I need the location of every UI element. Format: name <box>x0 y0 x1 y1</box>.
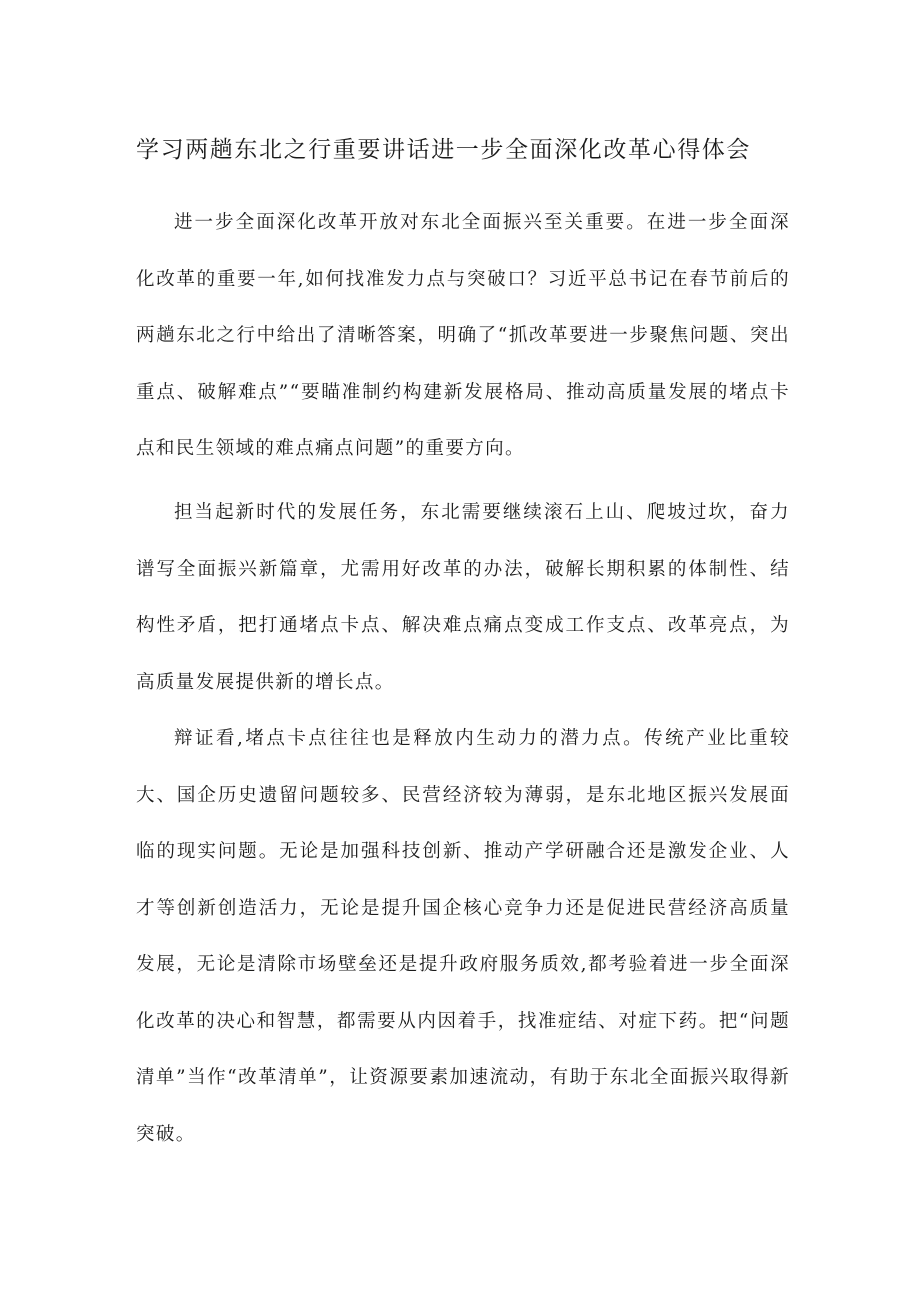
document-title: 学习两趟东北之行重要讲话进一步全面深化改革心得体会 <box>136 137 751 163</box>
paragraph-1: 进一步全面深化改革开放对东北全面振兴至关重要。在进一步全面深化改革的重要一年,如何找准发力点与突破口？习近平总书记在春节前后的两趟东北之行中给出了清晰答案，明确了“抓改革要进一步聚焦问题、突出重点、破解难点”“要瞄准制约构建新发展格局、推动高质量发展的堵点卡点和民生领域的难点痛点问题”的重要方向。 <box>136 212 790 459</box>
paragraph-2: 担当起新时代的发展任务，东北需要继续滚石上山、爬坡过坎，奋力谱写全面振兴新篇章，尤需用好改革的办法，破解长期积累的体制性、结构性矛盾，把打通堵点卡点、解决难点痛点变成工作支点、改革亮点，为高质量发展提供新的增长点。 <box>136 502 790 693</box>
paragraph-3: 辩证看,堵点卡点往往也是释放内生动力的潜力点。传统产业比重较大、国企历史遗留问题较多、民营经济较为薄弱，是东北地区振兴发展面临的现实问题。无论是加强科技创新、推动产学研融合还是激发企业、人才等创新创造活力，无论是提升国企核心竞争力还是促进民营经济高质量发展，无论是清除市场壁垒还是提升政府服务质效,都考验着进一步全面深化改革的决心和智慧，都需要从内因着手，找准症结、对症下药。把“问题清单”当作“改革清单”，让资源要素加速流动，有助于东北全面振兴取得新突破。 <box>136 728 790 1145</box>
